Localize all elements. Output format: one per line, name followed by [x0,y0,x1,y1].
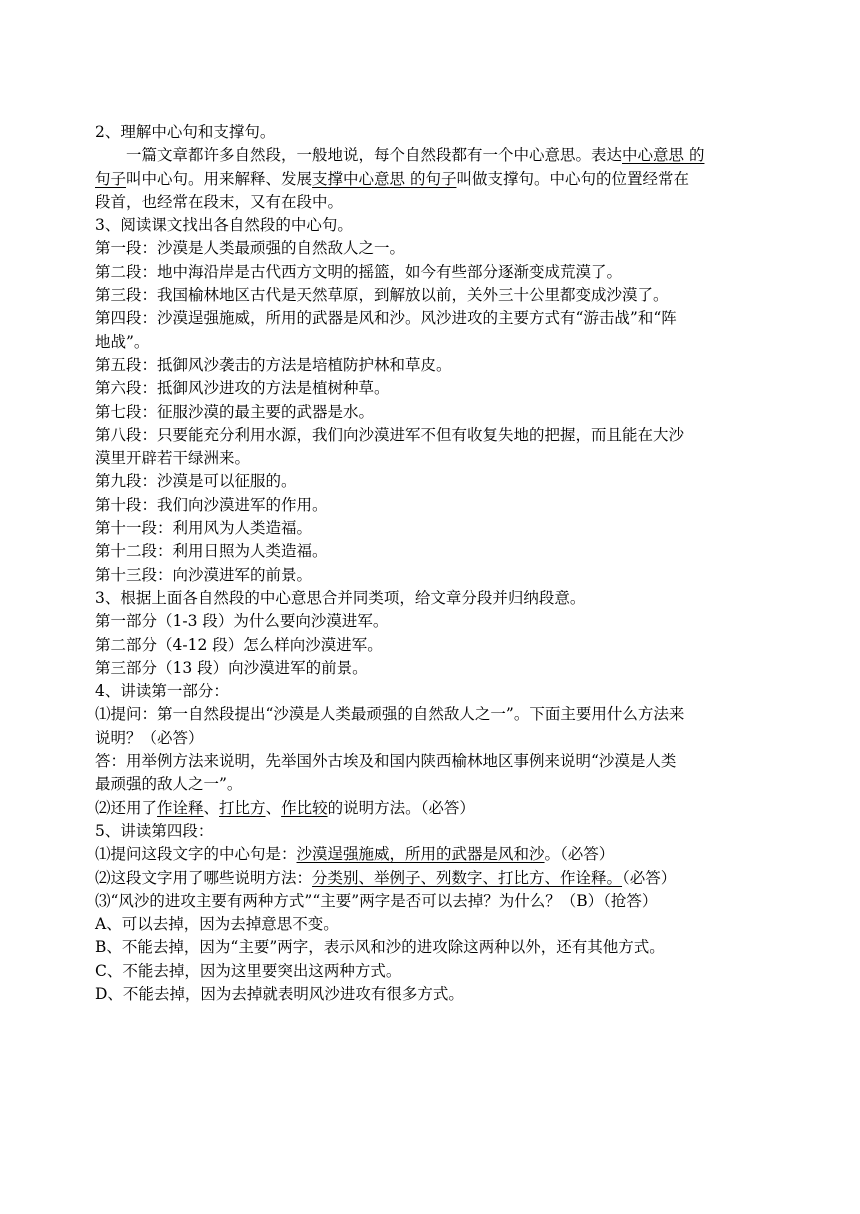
paragraph-line: 第四段：沙漠逞强施威，所用的武器是风和沙。风沙进攻的主要方式有“游击战”和“阵 [95,309,677,328]
paragraph-line: 第十一段：利用风为人类造福。 [95,519,313,538]
text-run: 的说明方法。（必答） [327,798,475,817]
underlined-term: 打比方 [219,798,266,817]
paragraph-line: 第七段：征服沙漠的最主要的武器是水。 [95,402,375,421]
section-heading: 3、根据上面各自然段的中心意思合并同类项，给文章分段并归纳段意。 [95,588,586,607]
underlined-term: 作诠释 [157,798,204,817]
paragraph-line: 最顽强的敌人之一”。 [95,775,243,794]
document-body [95,121,775,1006]
paragraph-line: 答：用举例方法来说明，先举国外古埃及和国内陕西榆林地区事例来说明“沙漠是人类 [95,752,677,771]
paragraph-line: 第十二段：利用日照为人类造福。 [95,542,328,561]
text-run: 、 [203,798,220,817]
answer-option-a: A、可以去掉，因为去掉意思不变。 [95,915,339,934]
text-run: 、 [265,798,282,817]
section-heading: 4、讲读第一部分： [95,682,229,701]
paragraph-line: 第八段：只要能充分利用水源，我们向沙漠进军不但有收复失地的把握，而且能在大沙 [95,425,685,444]
text-run: 叫中心句。用来解释、发展 [126,169,313,188]
paragraph-line: 第二段：地中海沿岸是古代西方文明的摇篮，如今有些部分逐渐变成荒漠了。 [95,262,623,281]
answer-option-d: D、不能去掉，因为去掉就表明风沙进攻有很多方式。 [95,984,464,1003]
underlined-term: 沙漠逞强施威，所用的武器是风和沙 [296,845,545,864]
paragraph-line [95,168,775,191]
paragraph-line [95,144,775,167]
paragraph-line: ⑶“风沙的进攻主要有两种方式”“主要”两字是否可以去掉？为什么？（B）（抢答） [95,891,658,910]
text-run: 。（必答） [544,845,615,864]
paragraph-line: 漠里开辟若干绿洲来。 [95,449,251,468]
paragraph-line: 第三段：我国榆林地区古代是天然草原，到解放以前，关外三十公里都变成沙漠了。 [95,286,669,305]
paragraph-line: 第十三段：向沙漠进军的前景。 [95,565,313,584]
underlined-term: 分类别、举例子、列数字、打比方、作诠释。 [312,868,623,887]
section-heading: 5、讲读第四段： [95,821,214,840]
text-run: ⑵这段文字用了哪些说明方法： [95,868,313,887]
text-run: （必答） [622,868,677,887]
paragraph-line: 第九段：沙漠是可以征服的。 [95,472,297,491]
text-run: 叫做支撑句。中心句的位置经常在 [456,169,689,188]
underlined-term: 中心意思 的 [622,146,705,165]
paragraph-line: 第十段：我们向沙漠进军的作用。 [95,495,328,514]
paragraph-line: 地战”。 [95,332,150,351]
section-heading: 3、阅读课文找出各自然段的中心句。 [95,216,353,235]
underlined-term: 作比较 [281,798,328,817]
paragraph-line [95,843,775,866]
answer-option-c: C、不能去掉，因为这里要突出这两种方式。 [95,961,402,980]
paragraph-line: 说明？（必答） [95,728,204,747]
text-run: ⑵还用了 [95,798,158,817]
paragraph-line: ⑴提问：第一自然段提出“沙漠是人类最顽强的自然敌人之一”。下面主要用什么方法来 [95,705,685,724]
paragraph-line [95,797,775,820]
paragraph-line: 第三部分（13 段）向沙漠进军的前景。 [95,658,368,677]
paragraph-line: 第五段：抵御风沙袭击的方法是培植防护林和草皮。 [95,355,452,374]
underlined-term: 句子 [95,169,127,188]
paragraph-line: 段首，也经常在段末，又有在段中。 [95,192,344,211]
paragraph-line: 第一段：沙漠是人类最顽强的自然敌人之一。 [95,239,406,258]
underlined-term: 支撑中心意思 的句子 [312,169,457,188]
section-heading: 2、理解中心句和支撑句。 [95,123,276,141]
paragraph-line: 第六段：抵御风沙进攻的方法是植树种草。 [95,379,390,398]
paragraph-line: 第一部分（1-3 段）为什么要向沙漠进军。 [95,612,389,631]
text-run: 一篇文章都许多自然段，一般地说，每个自然段都有一个中心意思。表达 [126,146,623,165]
answer-option-b: B、不能去掉，因为“主要”两字，表示风和沙的进攻除这两种以外，还有其他方式。 [95,938,665,957]
paragraph-line: 第二部分（4-12 段）怎么样向沙漠进军。 [95,635,383,654]
paragraph-line [95,867,775,890]
text-run: ⑴提问这段文字的中心句是： [95,845,297,864]
